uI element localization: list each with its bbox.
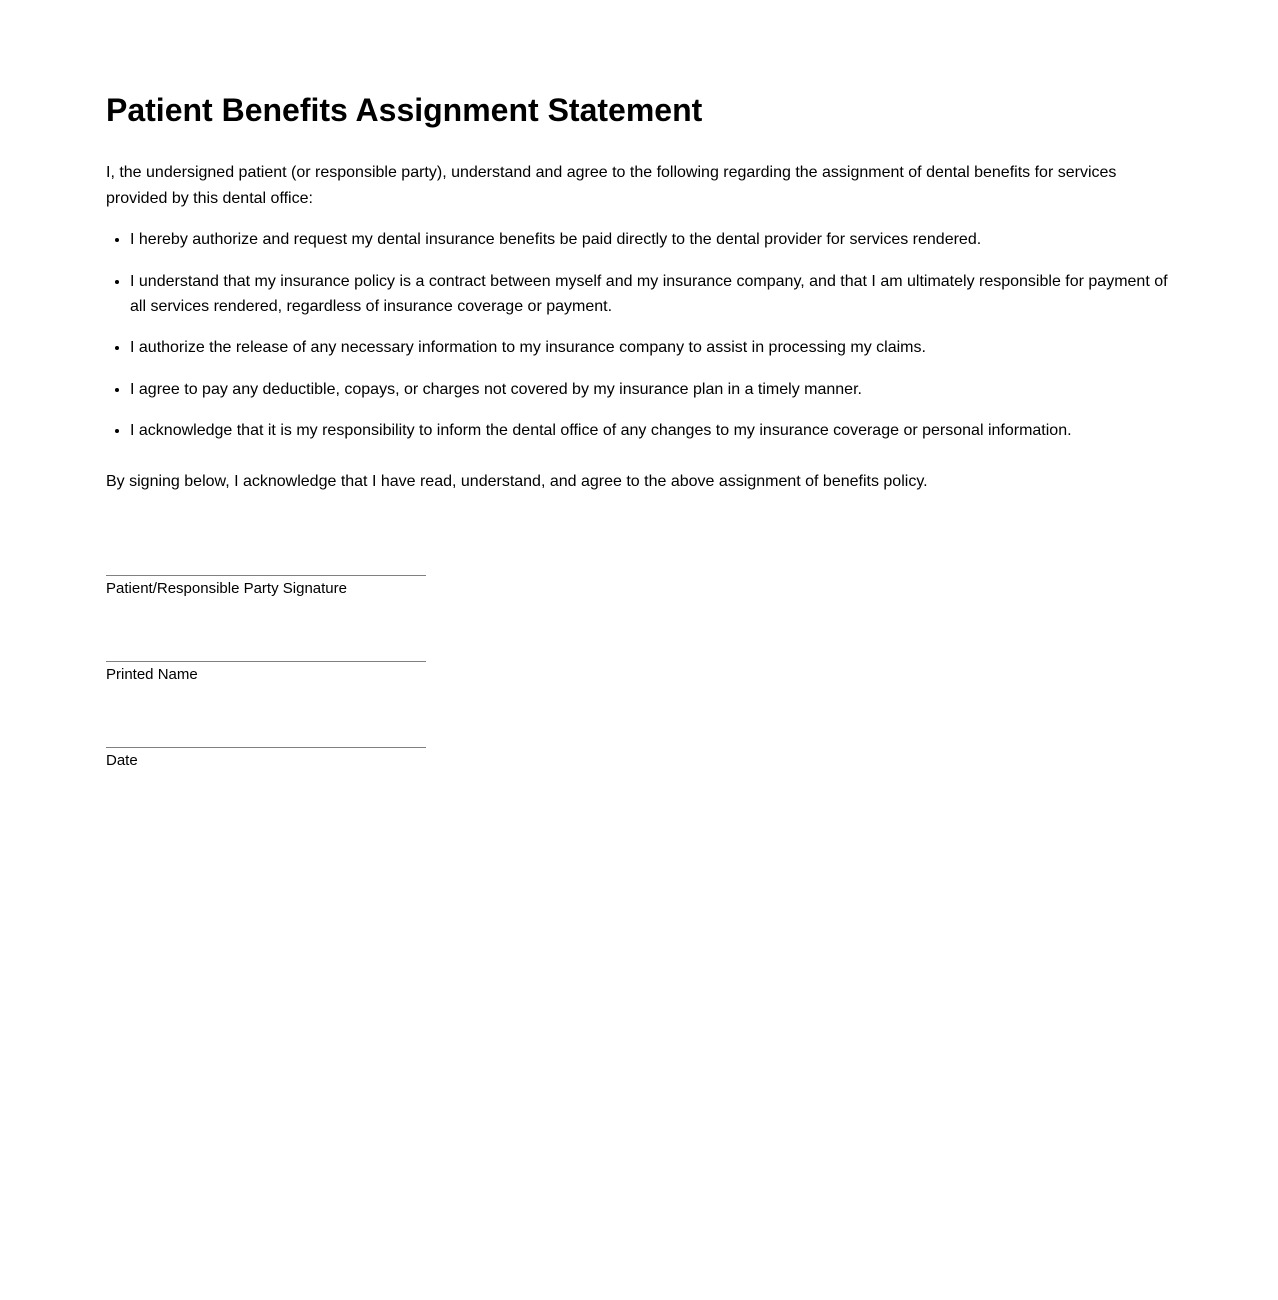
list-item: • I hereby authorize and request my dental insurance benefits be paid directly to the dental provider for services rendered. [130, 227, 1174, 252]
printed-name-line[interactable] [106, 661, 426, 662]
intro-paragraph: I, the undersigned patient (or responsible party), understand and agree to the following regarding the assignment of dental benefits for services provided by this dental office: [106, 164, 1117, 207]
terms-list [106, 227, 1174, 460]
list-item: • I understand that my insurance policy is a contract between myself and my insurance company, and that I am ultimately responsible for payment of all services rendered, regardless of insurance coverage or payment. [130, 269, 1174, 319]
signature-line[interactable] [106, 575, 426, 576]
list-item: • I acknowledge that it is my responsibility to inform the dental office of any changes to my insurance coverage or personal information. [130, 418, 1174, 443]
date-line[interactable] [106, 747, 426, 748]
date-field[interactable] [106, 747, 426, 770]
date-label: Date [106, 752, 138, 769]
list-item: • I agree to pay any deductible, copays, or charges not covered by my insurance plan in a timely manner. [130, 377, 1174, 402]
closing-paragraph: By signing below, I acknowledge that I have read, understand, and agree to the above assignment of benefits policy. [106, 473, 928, 490]
list-item: • I authorize the release of any necessary information to my insurance company to assist in processing my claims. [130, 335, 1174, 360]
printed-name-field[interactable] [106, 661, 426, 684]
signature-label: Patient/Responsible Party Signature [106, 580, 347, 597]
page-title: Patient Benefits Assignment Statement [106, 92, 703, 128]
signature-field[interactable] [106, 575, 426, 598]
printed-name-label: Printed Name [106, 666, 198, 683]
